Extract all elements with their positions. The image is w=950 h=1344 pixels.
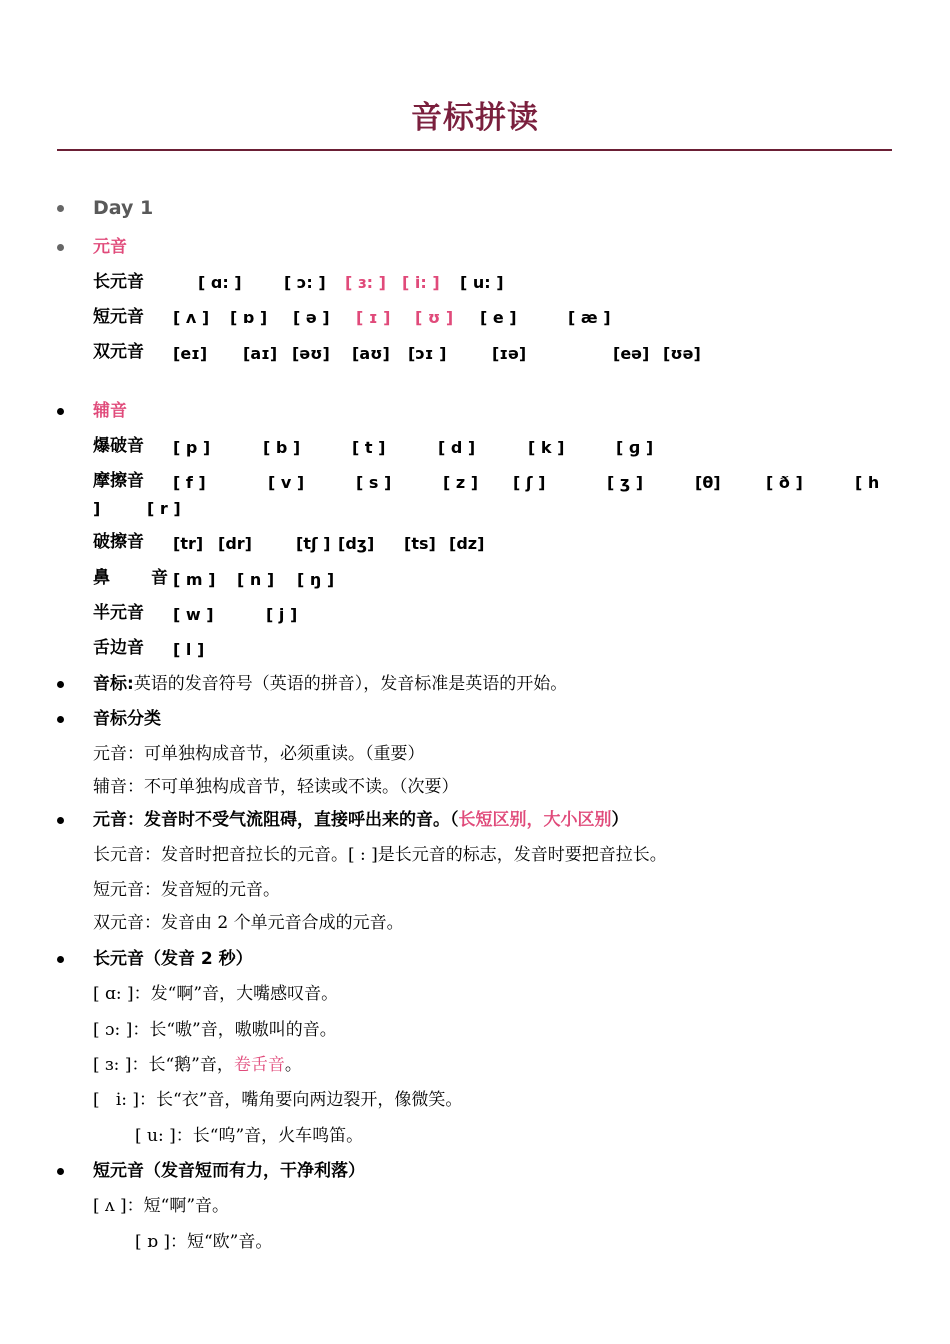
ipa-symbol: [ æ ]: [568, 308, 611, 327]
bullet: [57, 716, 64, 723]
bullet: [57, 205, 64, 212]
definition-line: [93, 673, 567, 695]
vowel-definition-line: 短元音：发音短的元音。: [93, 880, 280, 900]
ipa-symbol: [ u: ]: [460, 273, 504, 292]
ipa-symbol: [ʊə]: [663, 344, 701, 363]
long-vowel-text: 。: [284, 1055, 302, 1075]
ipa-symbol: [ z ]: [443, 473, 479, 492]
ipa-symbol: ]: [93, 499, 101, 518]
long-vowel-text: [ ɜ: ]：长“鹅”音，: [93, 1055, 234, 1075]
ipa-symbol: [ h: [855, 473, 880, 492]
long-vowel-section-heading: 长元音（发音 2 秒）: [93, 949, 253, 969]
ipa-symbol: [ r ]: [147, 499, 181, 518]
short-vowel-label: 短元音: [93, 307, 144, 327]
bullet: [57, 408, 64, 415]
vowel-definition-highlight: 长短区别，大小区别: [458, 810, 612, 830]
bullet: [57, 1168, 64, 1175]
ipa-symbol: [ ɡ ]: [616, 438, 654, 457]
ipa-symbol: [ d ]: [438, 438, 476, 457]
ipa-symbol: [tr]: [173, 534, 204, 553]
ipa-symbol: [ b ]: [263, 438, 301, 457]
bullet: [57, 244, 64, 251]
paren: ）: [611, 810, 629, 830]
ipa-symbol: [tʃ ]: [296, 534, 331, 553]
definition-term: 音标:: [93, 674, 134, 694]
ipa-symbol: [ m ]: [173, 570, 216, 589]
ipa-symbol: [ts]: [404, 534, 436, 553]
long-vowel-line: [ ɔ: ]：长“嗷”音，嗷嗷叫的音。: [93, 1020, 337, 1040]
classification-line: 元音：可单独构成音节，必须重读。（重要）: [93, 744, 425, 764]
long-vowel-line: [ ɑ: ]：发“啊”音，大嘴感叹音。: [93, 984, 339, 1004]
bullet: [57, 817, 64, 824]
ipa-symbol: [ ə ]: [293, 308, 330, 327]
short-vowel-line: [ ɒ ]：短“欧”音。: [135, 1232, 273, 1252]
ipa-symbol: [ ʌ ]: [173, 308, 210, 327]
nasal-label: 鼻: [93, 568, 110, 588]
day-heading: Day 1: [93, 197, 154, 219]
long-vowel-label: 长元音: [93, 272, 144, 292]
page-title: 音标拼读: [411, 100, 539, 136]
long-vowel-line: [ i: ]：长“衣”音，嘴角要向两边裂开，像微笑。: [93, 1090, 463, 1110]
ipa-symbol: [ k ]: [528, 438, 565, 457]
affricate-label: 破擦音: [93, 532, 144, 552]
ipa-symbol: [aʊ]: [352, 344, 390, 363]
diphthong-label: 双元音: [93, 342, 144, 362]
ipa-symbol: [ ɪ ]: [356, 308, 391, 327]
long-vowel-line: [ u: ]：长“呜”音，火车鸣笛。: [135, 1126, 364, 1146]
short-vowel-section-heading: 短元音（发音短而有力，干净利落）: [93, 1161, 365, 1181]
ipa-symbol: [ f ]: [173, 473, 206, 492]
ipa-symbol: [ e ]: [480, 308, 517, 327]
ipa-symbol: [ t ]: [352, 438, 386, 457]
vowels-heading: 元音: [93, 237, 127, 257]
ipa-symbol: [ ɒ ]: [230, 308, 268, 327]
ipa-symbol: [ w ]: [173, 605, 214, 624]
ipa-symbol: [ ʊ ]: [415, 308, 454, 327]
ipa-symbol: [ ɑ: ]: [198, 273, 242, 292]
ipa-symbol: [ l ]: [173, 640, 205, 659]
ipa-symbol: [əʊ]: [292, 344, 330, 363]
vowel-definition-line: 双元音：发音由 2 个单元音合成的元音。: [93, 913, 404, 933]
ipa-symbol: [ v ]: [268, 473, 305, 492]
vowel-definition-text: 元音：发音时不受气流阻碍，直接呼出来的音。: [93, 810, 450, 830]
ipa-symbol: [dr]: [218, 534, 252, 553]
short-vowel-line: [ ʌ ]：短“啊”音。: [93, 1196, 230, 1216]
retroflex-highlight: 卷舌音: [233, 1055, 285, 1075]
ipa-symbol: [ ʃ ]: [513, 473, 546, 492]
classification-heading: 音标分类: [93, 709, 161, 729]
definition-text: 英语的发音符号（英语的拼音），发音标准是英语的开始。: [133, 674, 568, 694]
ipa-symbol: [ ð ]: [766, 473, 803, 492]
fricative-label: 摩擦音: [93, 471, 144, 491]
long-vowel-line: [93, 1054, 302, 1076]
ipa-symbol: [dʒ]: [338, 534, 375, 553]
ipa-symbol: [ ŋ ]: [297, 570, 335, 589]
paren: （: [450, 810, 459, 830]
ipa-symbol: [ ʒ ]: [607, 473, 644, 492]
vowel-definition-heading: [93, 809, 629, 831]
ipa-symbol: [ s ]: [356, 473, 392, 492]
ipa-symbol: [eɪ]: [173, 344, 208, 363]
bullet: [57, 681, 64, 688]
ipa-symbol: [ ɜ: ]: [345, 273, 386, 292]
lateral-label: 舌边音: [93, 638, 144, 658]
nasal-label: 音: [151, 568, 168, 588]
semivowel-label: 半元音: [93, 603, 144, 623]
ipa-symbol: [ n ]: [237, 570, 275, 589]
ipa-symbol: [ j ]: [266, 605, 298, 624]
ipa-symbol: [dz]: [449, 534, 485, 553]
ipa-symbol: [ p ]: [173, 438, 211, 457]
bullet: [57, 956, 64, 963]
plosive-label: 爆破音: [93, 436, 144, 456]
classification-line: 辅音：不可单独构成音节，轻读或不读。（次要）: [93, 777, 459, 797]
ipa-symbol: [ i: ]: [402, 273, 440, 292]
ipa-symbol: [ɔɪ ]: [408, 344, 447, 363]
ipa-symbol: [ ɔ: ]: [284, 273, 326, 292]
title-divider: [57, 149, 892, 151]
ipa-symbol: [aɪ]: [243, 344, 278, 363]
ipa-symbol: [θ]: [695, 473, 721, 492]
ipa-symbol: [eə]: [613, 344, 650, 363]
vowel-definition-line: 长元音：发音时把音拉长的元音。[ : ]是长元音的标志，发音时要把音拉长。: [93, 845, 667, 865]
ipa-symbol: [ɪə]: [492, 344, 527, 363]
consonants-heading: 辅音: [93, 401, 127, 421]
